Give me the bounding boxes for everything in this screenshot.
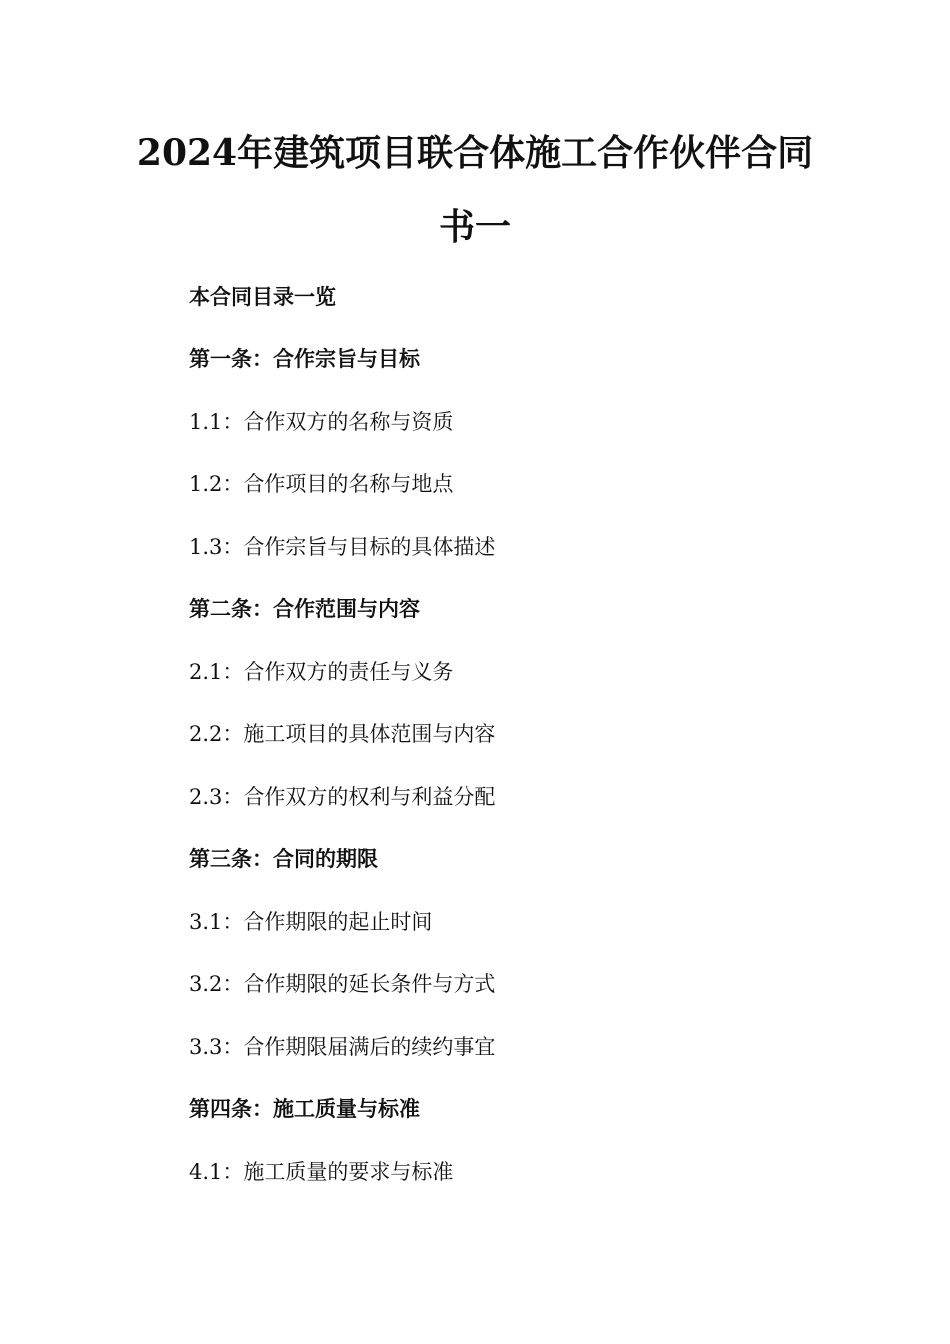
toc-subitem: 2.3：合作双方的权利与利益分配: [189, 785, 496, 809]
toc-subitem: 3.1：合作期限的起止时间: [189, 910, 433, 934]
toc-section-heading: 第一条：合作宗旨与目标: [189, 347, 420, 371]
toc-subitem: 2.2：施工项目的具体范围与内容: [189, 722, 496, 746]
toc-subitem: 2.1：合作双方的责任与义务: [189, 660, 454, 684]
document-title-line-2: 书一: [438, 206, 511, 248]
toc-section-heading: 第三条：合同的期限: [189, 847, 378, 871]
toc-section-heading: 第二条：合作范围与内容: [189, 597, 420, 621]
toc-subitem: 3.3：合作期限届满后的续约事宜: [189, 1035, 496, 1059]
document-title-line-1: 2024年建筑项目联合体施工合作伙伴合同: [136, 132, 814, 174]
toc-heading: 本合同目录一览: [189, 285, 336, 309]
toc-subitem: 1.2：合作项目的名称与地点: [189, 472, 454, 496]
toc-subitem: 3.2：合作期限的延长条件与方式: [189, 972, 496, 996]
toc-subitem: 1.3：合作宗旨与目标的具体描述: [189, 535, 496, 559]
toc-subitem: 1.1：合作双方的名称与资质: [189, 410, 454, 434]
toc-section-heading: 第四条：施工质量与标准: [189, 1097, 420, 1121]
toc-subitem: 4.1：施工质量的要求与标准: [189, 1160, 454, 1184]
